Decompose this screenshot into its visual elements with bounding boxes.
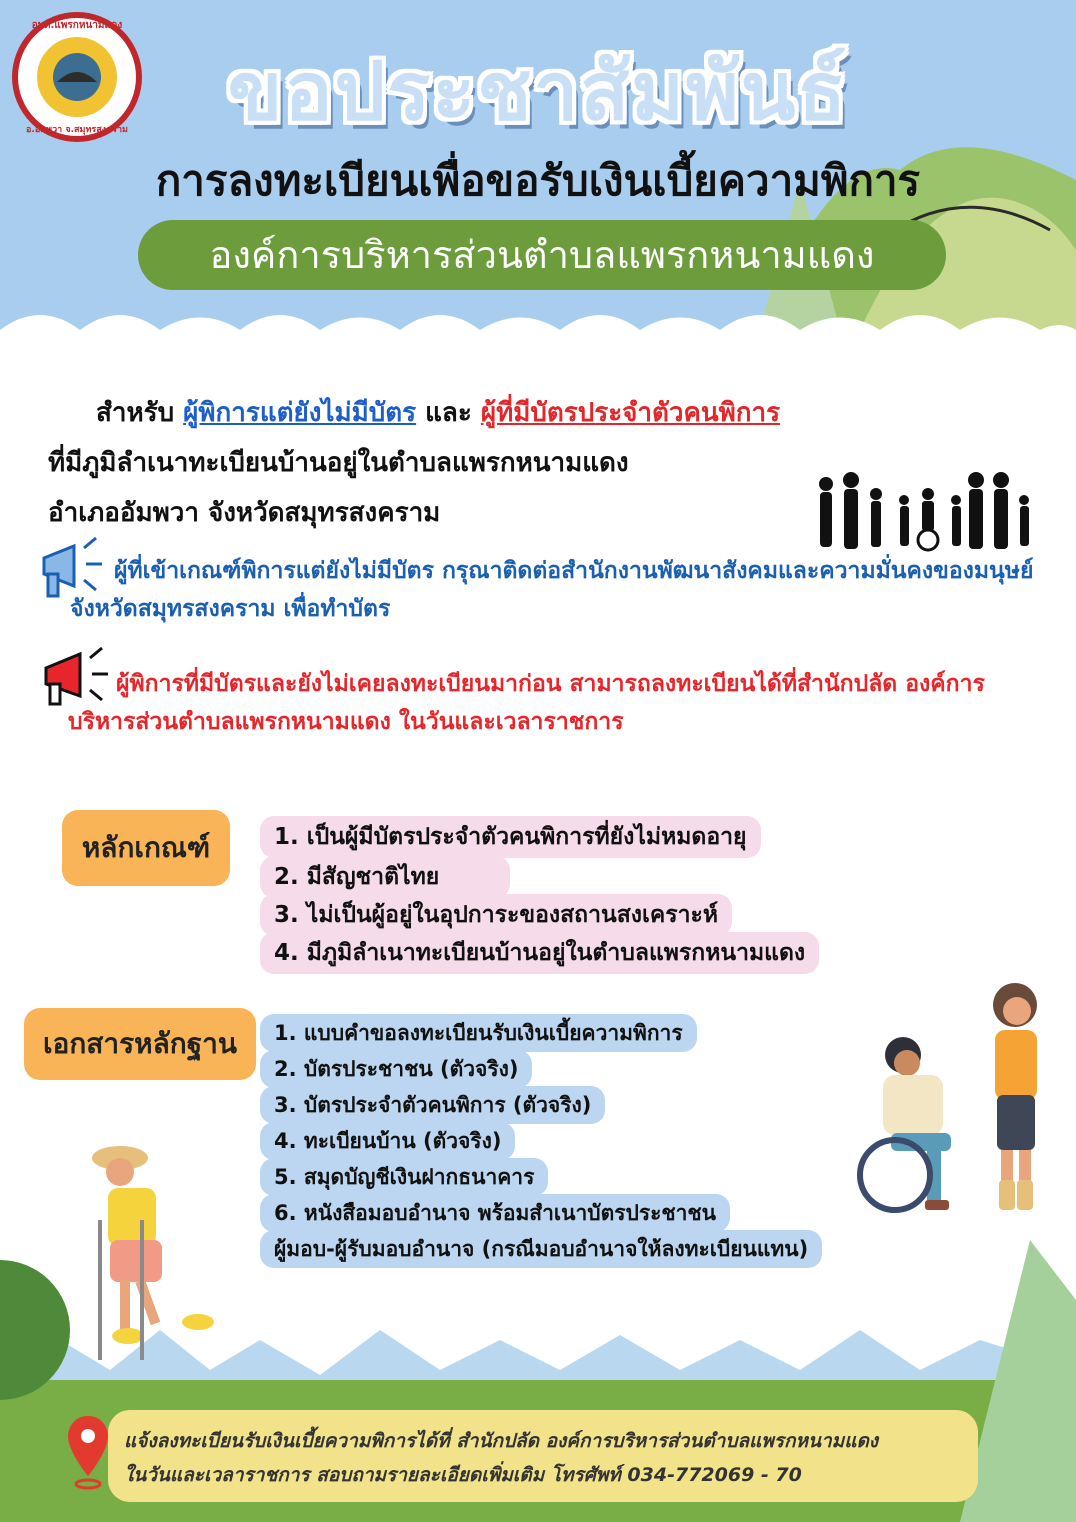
document-item: 4. ทะเบียนบ้าน (ตัวจริง) bbox=[260, 1122, 515, 1160]
intro-line-1 bbox=[48, 388, 1058, 438]
link-with-card: ผู้ที่มีบัตรประจำตัวคนพิการ bbox=[480, 398, 781, 428]
intro-conjunction: และ bbox=[416, 398, 481, 428]
page-subtitle: การลงทะเบียนเพื่อขอรับเงินเบี้ยความพิการ bbox=[155, 156, 921, 205]
notice-with-card bbox=[68, 665, 1028, 741]
link-no-card: ผู้พิการแต่ยังไม่มีบัตร bbox=[183, 398, 417, 428]
intro-line-2: ที่มีภูมิลำเนาทะเบียนบ้านอยู่ในตำบลแพรกหนามแดง bbox=[48, 448, 629, 478]
notice-with-card-text: ผู้พิการที่มีบัตรและยังไม่เคยลงทะเบียนมาก่อน สามารถลงทะเบียนได้ที่สำนักปลัด องค์การบริหารส่วนตำบลแพรกหนามแดง ในวันและเวลาราชการ bbox=[68, 671, 985, 735]
cloud-edge bbox=[0, 315, 1076, 370]
document-item: 3. บัตรประจำตัวคนพิการ (ตัวจริง) bbox=[260, 1086, 605, 1124]
page-title: ขอประชาสัมพันธ์ bbox=[227, 45, 849, 138]
criteria-label: หลักเกณฑ์ bbox=[62, 810, 230, 886]
documents-label: เอกสารหลักฐาน bbox=[24, 1008, 256, 1080]
crutches-person-illustration bbox=[80, 1140, 230, 1370]
document-item: ผู้มอบ-ผู้รับมอบอำนาจ (กรณีมอบอำนาจให้ลงทะเบียนแทน) bbox=[260, 1230, 822, 1268]
document-item: 2. บัตรประชาชน (ตัวจริง) bbox=[260, 1050, 532, 1088]
logo-top-text: อบต.แพรกหนามแดง bbox=[31, 20, 123, 31]
criteria-item: 4. มีภูมิลำเนาทะเบียนบ้านอยู่ในตำบลแพรกหนามแดง bbox=[260, 932, 819, 974]
organization-banner: องค์การบริหารส่วนตำบลแพรกหนามแดง bbox=[138, 220, 946, 290]
notice-no-card-text: ผู้ที่เข้าเกณฑ์พิการแต่ยังไม่มีบัตร กรุณาติดต่อสำนักงานพัฒนาสังคมและความมั่นคงของมนุษย์จังหวัดสมุทรสงคราม เพื่อทำบัตร bbox=[70, 558, 1034, 622]
criteria-item: 2. มีสัญชาติไทย bbox=[260, 856, 510, 898]
intro-line-3: อำเภออัมพวา จังหวัดสมุทรสงคราม bbox=[48, 498, 441, 528]
logo-bottom-text: อ.อัมพวา จ.สมุทรสงคราม bbox=[26, 125, 128, 135]
family-silhouette bbox=[806, 470, 1036, 552]
location-pin-icon bbox=[66, 1412, 110, 1492]
footer-line-2: ในวันและเวลาราชการ สอบถามรายละเอียดเพิ่มเติม โทรศัพท์ 034-772069 - 70 bbox=[124, 1464, 802, 1486]
criteria-item: 3. ไม่เป็นผู้อยู่ในอุปการะของสถานสงเคราะห์ bbox=[260, 894, 732, 936]
document-item: 6. หนังสือมอบอำนาจ พร้อมสำเนาบัตรประชาชน bbox=[260, 1194, 730, 1232]
document-item: 1. แบบคำขอลงทะเบียนรับเงินเบี้ยความพิการ bbox=[260, 1014, 697, 1052]
intro-prefix: สำหรับ bbox=[96, 398, 184, 428]
wheelchair-couple-illustration bbox=[855, 975, 1065, 1235]
footer-text bbox=[124, 1424, 974, 1492]
document-item: 5. สมุดบัญชีเงินฝากธนาคาร bbox=[260, 1158, 548, 1196]
notice-no-card bbox=[70, 552, 1050, 628]
criteria-item: 1. เป็นผู้มีบัตรประจำตัวคนพิการที่ยังไม่หมดอายุ bbox=[260, 816, 761, 858]
footer-line-1: แจ้งลงทะเบียนรับเงินเบี้ยความพิการได้ที่ สำนักปลัด องค์การบริหารส่วนตำบลแพรกหนามแดง bbox=[124, 1430, 879, 1452]
